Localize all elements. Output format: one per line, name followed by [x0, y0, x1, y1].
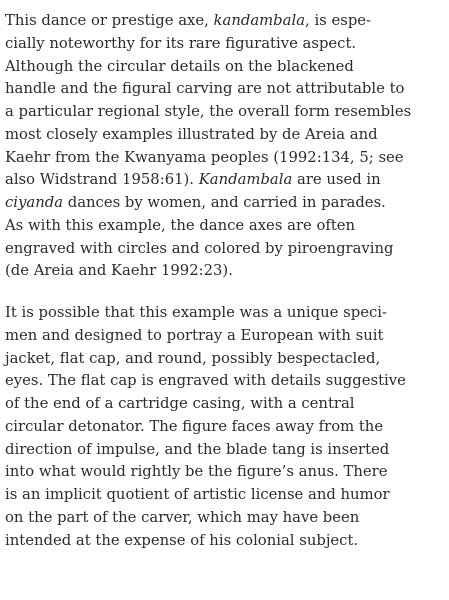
text-line: [5, 33, 411, 56]
text-line: [5, 215, 411, 238]
text-segment: into what would rightly be the figure’s anus. There: [5, 463, 388, 481]
text-line: [5, 147, 411, 170]
text-segment: As with this example, the dance axes are often: [5, 216, 356, 234]
paragraph-1: [5, 10, 411, 283]
text-line: [5, 370, 406, 393]
text-segment: a particular regional style, the overall form resembles: [5, 103, 412, 120]
text-segment: also Widstrand 1958:61).: [5, 171, 199, 189]
italic-term: kandambala: [213, 12, 306, 29]
text-line: [5, 325, 406, 348]
text-line: [5, 192, 411, 215]
text-line: [5, 416, 406, 439]
text-line: [5, 78, 411, 101]
text-line: [5, 260, 411, 283]
italic-term: ciyanda: [5, 194, 64, 211]
text-segment: Kaehr from the Kwanyama peoples (1992:134, 5; see: [5, 148, 404, 166]
text-segment: jacket, flat cap, and round, possibly bespectacled,: [5, 349, 381, 367]
text-segment: direction of impulse, and the blade tang is inserted: [5, 440, 390, 458]
text-line: [5, 348, 406, 371]
text-segment: eyes. The flat cap is engraved with details suggestive: [5, 372, 406, 390]
text-segment: is an implicit quotient of artistic license and humor: [5, 486, 390, 503]
text-segment: circular detonator. The figure faces away from the: [5, 417, 384, 435]
text-line: [5, 238, 411, 261]
text-segment: dances by women, and carried in parades.: [63, 194, 386, 211]
text-segment: most closely examples illustrated by de Areia and: [5, 125, 378, 143]
text-line: [5, 56, 411, 79]
text-segment: handle and the figural carving are not attributable to: [5, 80, 405, 98]
text-segment: (de Areia and Kaehr 1992:23).: [5, 262, 233, 280]
text-segment: of the end of a cartridge casing, with a central: [5, 395, 355, 412]
text-line: [5, 124, 411, 147]
text-segment: are used in: [292, 171, 381, 189]
text-line: [5, 393, 406, 416]
text-line: [5, 439, 406, 462]
text-line: [5, 461, 406, 484]
text-line: [5, 530, 406, 553]
text-line: [5, 10, 411, 33]
text-segment: , is espe-: [305, 12, 372, 29]
text-line: [5, 507, 406, 530]
text-segment: men and designed to portray a European with suit: [5, 326, 384, 344]
text-segment: It is possible that this example was a unique speci-: [5, 304, 387, 321]
italic-term: Kandambala: [198, 171, 293, 189]
text-segment: on the part of the carver, which may have been: [5, 508, 360, 526]
text-segment: This dance or prestige axe,: [5, 12, 214, 29]
text-line: [5, 302, 406, 325]
text-line: [5, 169, 411, 192]
text-line: [5, 101, 411, 124]
text-segment: engraved with circles and colored by piroengraving: [5, 239, 394, 257]
text-line: [5, 484, 406, 507]
text-segment: intended at the expense of his colonial subject.: [5, 531, 359, 549]
text-segment: cially noteworthy for its rare figurative aspect.: [5, 34, 357, 52]
text-segment: Although the circular details on the blackened: [5, 57, 354, 75]
paragraph-2: [5, 302, 406, 552]
